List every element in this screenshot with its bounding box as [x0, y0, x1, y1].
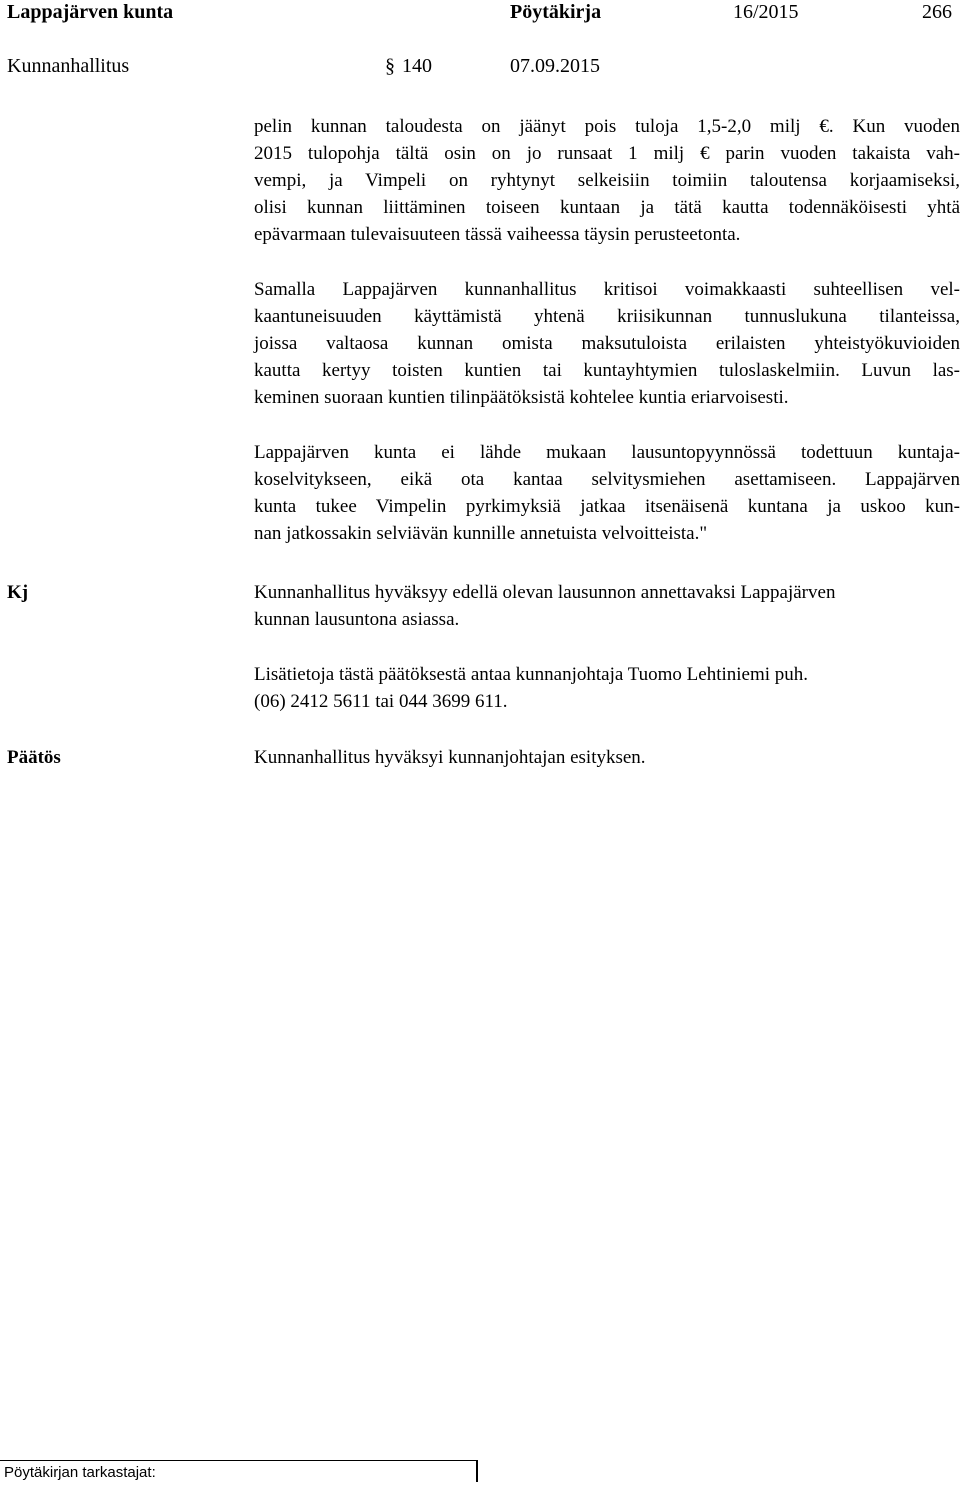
- municipality-name: Lappajärven kunta: [7, 1, 174, 23]
- text-line: Samalla Lappajärven kunnanhallitus kritisoi voimakkaasti suhteellisen vel-: [254, 279, 960, 300]
- text-line: nan jatkossakin selviävän kunnille annetuista velvoitteista.": [254, 523, 708, 544]
- text-line: 2015 tulopohja tältä osin on jo runsaat 1 milj € parin vuoden takaista vah-: [254, 143, 960, 164]
- text-line: Lappajärven kunta ei lähde mukaan lausuntopyynnössä todettuun kuntaja-: [254, 442, 960, 463]
- text-line: keminen suoraan kuntien tilinpäätöksistä kohtelee kuntia eriarvoisesti.: [254, 387, 789, 408]
- text-line: olisi kunnan liittäminen toiseen kuntaan ja tätä kautta todennäköisesti yhtä: [254, 197, 960, 218]
- footer-signature-box: [0, 1460, 478, 1482]
- document-type: Pöytäkirja: [510, 1, 602, 23]
- text-line: pelin kunnan taloudesta on jäänyt pois tuloja 1,5-2,0 milj €. Kun vuoden: [254, 116, 960, 137]
- paragraph-3: [254, 439, 960, 547]
- text-line: epävarmaan tulevaisuuteen tässä vaiheessa täysin perusteetonta.: [254, 224, 741, 245]
- text-line: kunta tukee Vimpelin pyrkimyksiä jatkaa itsenäisenä kuntana ja uskoo kun-: [254, 496, 960, 517]
- info-text: [254, 661, 960, 715]
- proposal-label: Kj: [7, 582, 29, 603]
- governing-body: Kunnanhallitus: [7, 55, 130, 77]
- text-line: koselvitykseen, eikä ota kantaa selvitysmiehen asettamiseen. Lappajärven: [254, 469, 960, 490]
- text-line: Lisätietoja tästä päätöksestä antaa kunnanjohtaja Tuomo Lehtiniemi puh.: [254, 664, 809, 685]
- text-line: Kunnanhallitus hyväksyi kunnanjohtajan esityksen.: [254, 747, 646, 768]
- decision-text: [254, 744, 960, 771]
- svg-text:§: §: [385, 55, 395, 77]
- page-number: 266: [922, 1, 952, 23]
- meeting-date: 07.09.2015: [510, 55, 600, 77]
- decision-label: Päätös: [7, 747, 61, 768]
- text-line: joissa valtaosa kunnan omista maksutuloista erilaisten yhteistyökuvioiden: [254, 333, 960, 354]
- section-number: 140: [402, 55, 432, 77]
- paragraph-1: [254, 113, 960, 248]
- document-number: 16/2015: [733, 1, 799, 23]
- proposal-text: [254, 579, 960, 633]
- footer-label: Pöytäkirjan tarkastajat:: [4, 1464, 156, 1481]
- text-line: vempi, ja Vimpeli on ryhtynyt selkeisiin toimiin taloutensa korjaamiseksi,: [254, 170, 960, 191]
- paragraph-2: [254, 276, 960, 411]
- section-sign-icon: [384, 53, 398, 77]
- text-line: kautta kertyy toisten kuntien tai kuntayhtymien tuloslaskelmiin. Luvun las-: [254, 360, 960, 381]
- text-line: (06) 2412 5611 tai 044 3699 611.: [254, 691, 508, 712]
- text-line: Kunnanhallitus hyväksyy edellä olevan lausunnon annettavaksi Lappajärven: [254, 582, 836, 603]
- text-line: kaantuneisuuden käyttämistä yhtenä kriisikunnan tunnuslukuna tilanteissa,: [254, 306, 960, 327]
- text-line: kunnan lausuntona asiassa.: [254, 609, 460, 630]
